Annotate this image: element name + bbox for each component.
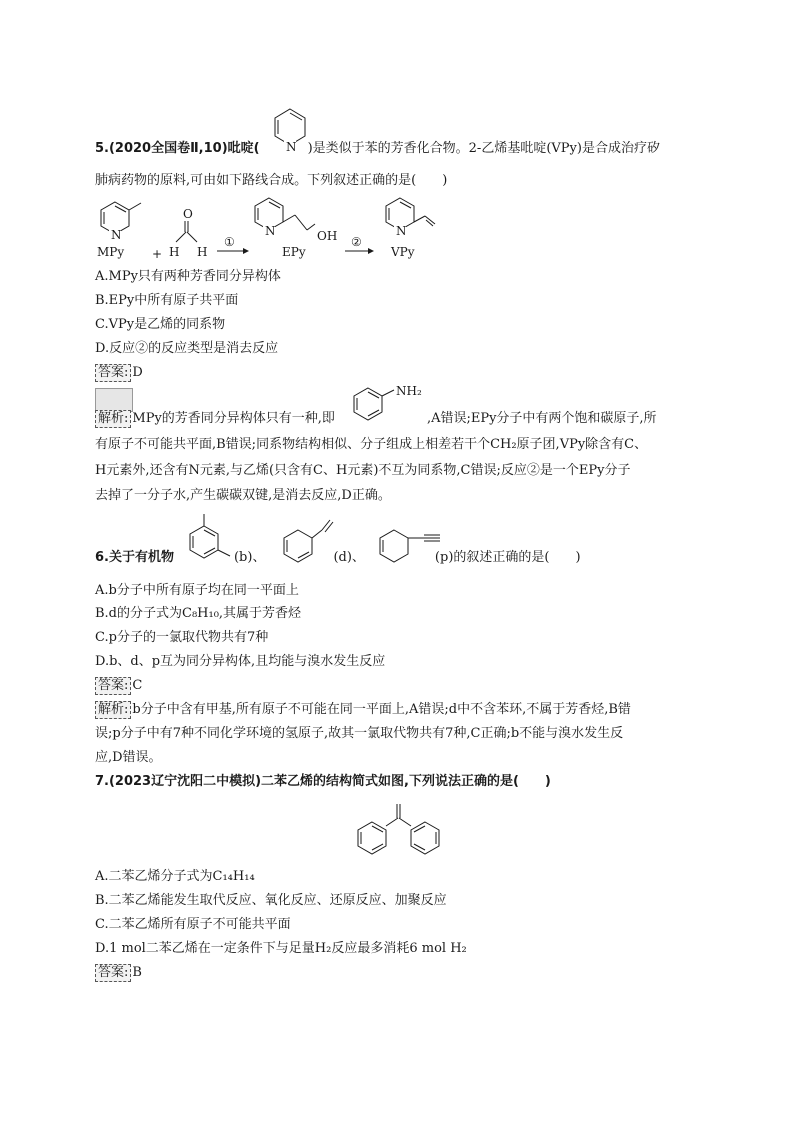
q7-option-c: C.二苯乙烯所有原子不可能共平面: [95, 917, 291, 932]
q7-option-a: A.二苯乙烯分子式为C₁₄H₁₄: [95, 869, 255, 884]
oh-label: OH: [317, 229, 338, 243]
q5-explain-part-b: ,A错误;EPy分子中有两个饱和碳原子,所: [426, 411, 657, 426]
step2-label: ②: [351, 235, 362, 249]
epy-label: EPy: [282, 245, 306, 259]
q7-stem: [95, 773, 551, 791]
mpy-n-label: N: [111, 228, 122, 242]
q5-option-d: D.反应②的反应类型是消去反应: [95, 341, 279, 356]
q5-stem-part-a: 5.(2020全国卷Ⅱ,10)吡啶(: [95, 141, 260, 156]
epy-structure: [255, 198, 337, 259]
pyridine-n-label: N: [286, 140, 297, 154]
vpy-n-label: N: [396, 224, 407, 238]
q5-option-b: B.EPy中所有原子共平面: [95, 293, 239, 308]
q5-stem-part-b: )是类似于苯的芳香化合物。2-乙烯基吡啶(VPy)是合成治疗矽: [307, 141, 660, 156]
oxygen-label: O: [183, 207, 193, 221]
q7-answer-value: B: [132, 965, 142, 980]
q5-explain-line2: 有原子不可能共平面,B错误;同系物结构相似、分子组成上相差若干个CH₂原子团,VPy除含有C、: [95, 437, 648, 452]
q7-option-d: D.1 mol二苯乙烯在一定条件下与足量H₂反应最多消耗6 mol H₂: [95, 941, 467, 956]
q5-option-c: C.VPy是乙烯的同系物: [95, 317, 226, 332]
answer-label: 答案:: [95, 364, 131, 382]
q6-explain-line2: 误;p分子中有7种不同化学环境的氢原子,故其一氯取代物共有7种,C正确;b不能与溴水发生反: [95, 726, 624, 741]
q6-explain-text1: b分子中含有甲基,所有原子不可能在同一平面上,A错误;d中不含苯环,不属于芳香烃,B错: [132, 702, 631, 717]
aniline-structure: [352, 384, 432, 424]
plus-sign: +: [152, 247, 163, 261]
q5-answer-value: D: [132, 365, 143, 380]
q6-p-label: (p)的叙述正确的是( ): [434, 550, 581, 565]
q6-option-d: D.b、d、p互为同分异构体,且均能与溴水发生反应: [95, 654, 386, 669]
compound-b-structure: [180, 512, 240, 568]
q5-stem-line1: [95, 140, 660, 158]
compound-p-structure: [374, 522, 448, 570]
explain-label: 解析:: [95, 410, 131, 428]
q6-explain-line3: 应,D错误。: [95, 750, 162, 765]
q6-d-label: (d)、: [333, 550, 365, 565]
q7-answer: [95, 964, 142, 982]
q6-b-label: (b)、: [233, 550, 266, 565]
q5-explain-line3: H元素外,还含有N元素,与乙烯(只含有C、H元素)不互为同系物,C错误;反应②是一个EPy分子: [95, 463, 631, 478]
step1-label: ①: [224, 235, 235, 249]
q5-reaction-scheme: [95, 190, 435, 265]
vpy-structure: [386, 198, 435, 259]
compound-d-structure: [278, 518, 342, 568]
epy-n-label: N: [265, 224, 276, 238]
q5-answer: [95, 364, 143, 382]
q5-stem-line2: 肺病药物的原料,可由如下路线合成。下列叙述正确的是( ): [95, 173, 448, 188]
formaldehyde-structure: [169, 207, 207, 259]
diphenylethylene-structure: [352, 800, 442, 862]
q6-option-b: B.d的分子式为C₈H₁₀,其属于芳香烃: [95, 606, 302, 621]
answer-label: 答案:: [95, 677, 131, 695]
q6-option-c: C.p分子的一氯取代物共有7种: [95, 630, 269, 645]
q6-option-a: A.b分子中所有原子均在同一平面上: [95, 583, 299, 598]
q5-option-a: A.MPy只有两种芳香同分异构体: [95, 269, 281, 284]
q5-explain-part-a: MPy的芳香同分异构体只有一种,即: [132, 411, 335, 426]
q7-lead: 7.(2023辽宁沈阳二中模拟)二苯乙烯的结构简式如图,下列说法正确的是( ): [95, 774, 551, 789]
answer-label: 答案:: [95, 964, 131, 982]
q6-answer: [95, 677, 142, 695]
q7-option-b: B.二苯乙烯能发生取代反应、氧化反应、还原反应、加聚反应: [95, 893, 447, 908]
explanation-marker: [95, 388, 133, 412]
q6-lead: 6.关于有机物: [95, 550, 174, 565]
vpy-label: VPy: [391, 245, 415, 259]
h-label-right: H: [197, 245, 208, 259]
q5-explain-line4: 去掉了一分子水,产生碳碳双键,是消去反应,D正确。: [95, 488, 391, 503]
mpy-label: MPy: [97, 245, 125, 259]
pyridine-structure: [268, 106, 318, 156]
mpy-structure: [97, 202, 141, 259]
explain-label: 解析:: [95, 701, 131, 719]
q6-explain-line1: [95, 701, 631, 719]
nh2-label: NH₂: [396, 384, 422, 398]
h-label-left: H: [169, 245, 180, 259]
q6-answer-value: C: [132, 678, 143, 693]
